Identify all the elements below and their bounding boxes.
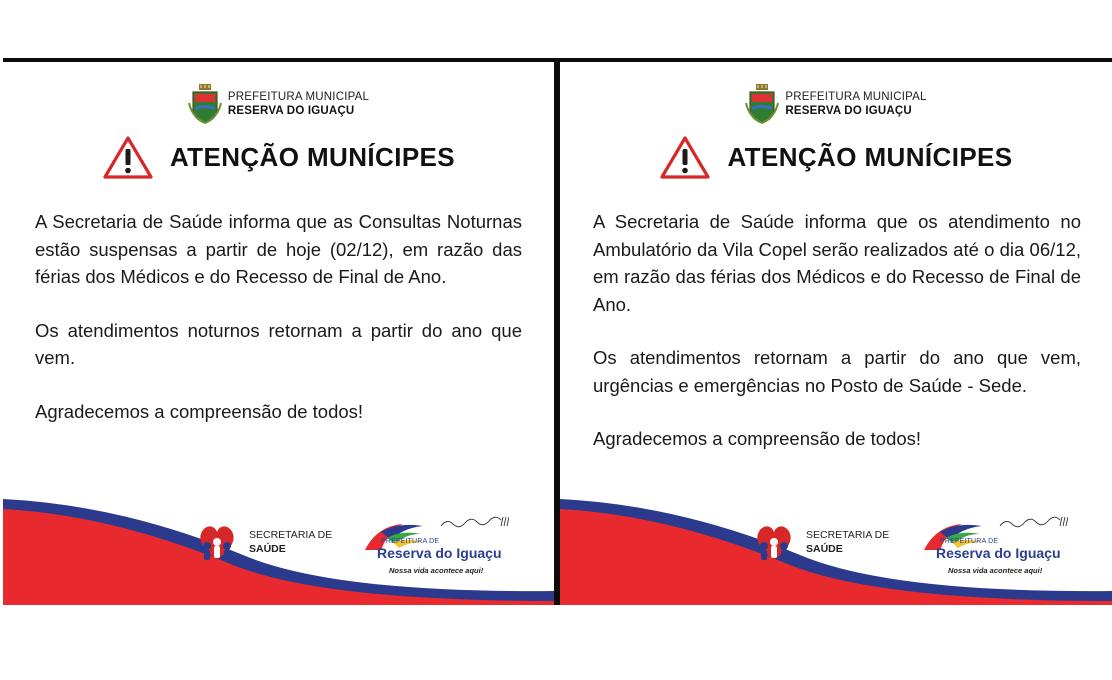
health-secretariat-logo: [752, 520, 889, 564]
notice-panel-right: [560, 62, 1112, 605]
sec-label-line1: SECRETARIA DE: [249, 529, 333, 541]
title-row: [560, 132, 1112, 182]
health-secretariat-logo: [195, 520, 332, 564]
title-row: [3, 132, 554, 182]
org-name: [785, 90, 926, 118]
city-handwritten-script: [439, 514, 509, 530]
notice-panel-left: [3, 62, 554, 605]
notice-paragraph: A Secretaria de Saúde informa que os atendimento no Ambulatório da Vila Copel serão realizados até o dia 06/12, em razão das férias dos Médicos e do Recesso de Final de Ano.: [593, 211, 1081, 315]
notice-paragraph: Os atendimentos retornam a partir do ano que vem, urgências e emergências no Posto de Saúde - Sede.: [593, 347, 1081, 396]
notice-body: [35, 208, 522, 451]
municipal-crest-icon: [745, 83, 779, 125]
city-logo: [922, 512, 1072, 582]
notice-panels: [3, 58, 1112, 605]
notice-paragraph: Agradecemos a compreensão de todos!: [593, 428, 922, 449]
notice-paragraph: Agradecemos a compreensão de todos!: [35, 400, 364, 422]
org-line2: RESERVA DO IGUAÇU: [227, 105, 355, 117]
warning-triangle-icon: [659, 134, 711, 180]
page-title: ATENÇÃO MUNÍCIPES: [727, 141, 1013, 172]
page-title: ATENÇÃO MUNÍCIPES: [169, 141, 456, 172]
notice-body: [593, 208, 1081, 479]
notice-paragraph: Os atendimentos noturnos retornam a partir do ano que vem.: [35, 319, 522, 368]
org-line1: PREFEITURA MUNICIPAL: [785, 91, 927, 103]
health-secretariat-icon: [752, 520, 796, 564]
municipal-crest-icon: [188, 83, 222, 125]
city-label-small: PREFEITURA DE: [381, 538, 440, 545]
city-handwritten-script: [998, 514, 1068, 530]
health-secretariat-icon: [195, 520, 239, 564]
city-slogan: Nossa vida acontece aqui!: [948, 566, 1043, 575]
sec-label-line2: SAÚDE: [806, 543, 843, 555]
org-line2: RESERVA DO IGUAÇU: [785, 105, 912, 117]
city-label-small: PREFEITURA DE: [940, 538, 999, 545]
city-slogan: Nossa vida acontece aqui!: [389, 566, 484, 575]
municipal-header: [560, 80, 1112, 128]
warning-triangle-icon: [102, 134, 154, 180]
city-name: Reserva do Iguaçu: [377, 545, 502, 561]
notice-paragraph: A Secretaria de Saúde informa que as Consultas Noturnas estão suspensas a partir de hoje (02/12), em razão das férias dos Médicos e do Recesso de Final de Ano.: [35, 211, 522, 287]
sec-label-line2: SAÚDE: [249, 543, 286, 555]
org-line1: PREFEITURA MUNICIPAL: [227, 91, 370, 103]
org-name: [228, 90, 369, 118]
municipal-header: [3, 80, 554, 128]
city-logo: [363, 512, 513, 582]
sec-label-line1: SECRETARIA DE: [806, 529, 890, 541]
city-name: Reserva do Iguaçu: [936, 545, 1061, 561]
